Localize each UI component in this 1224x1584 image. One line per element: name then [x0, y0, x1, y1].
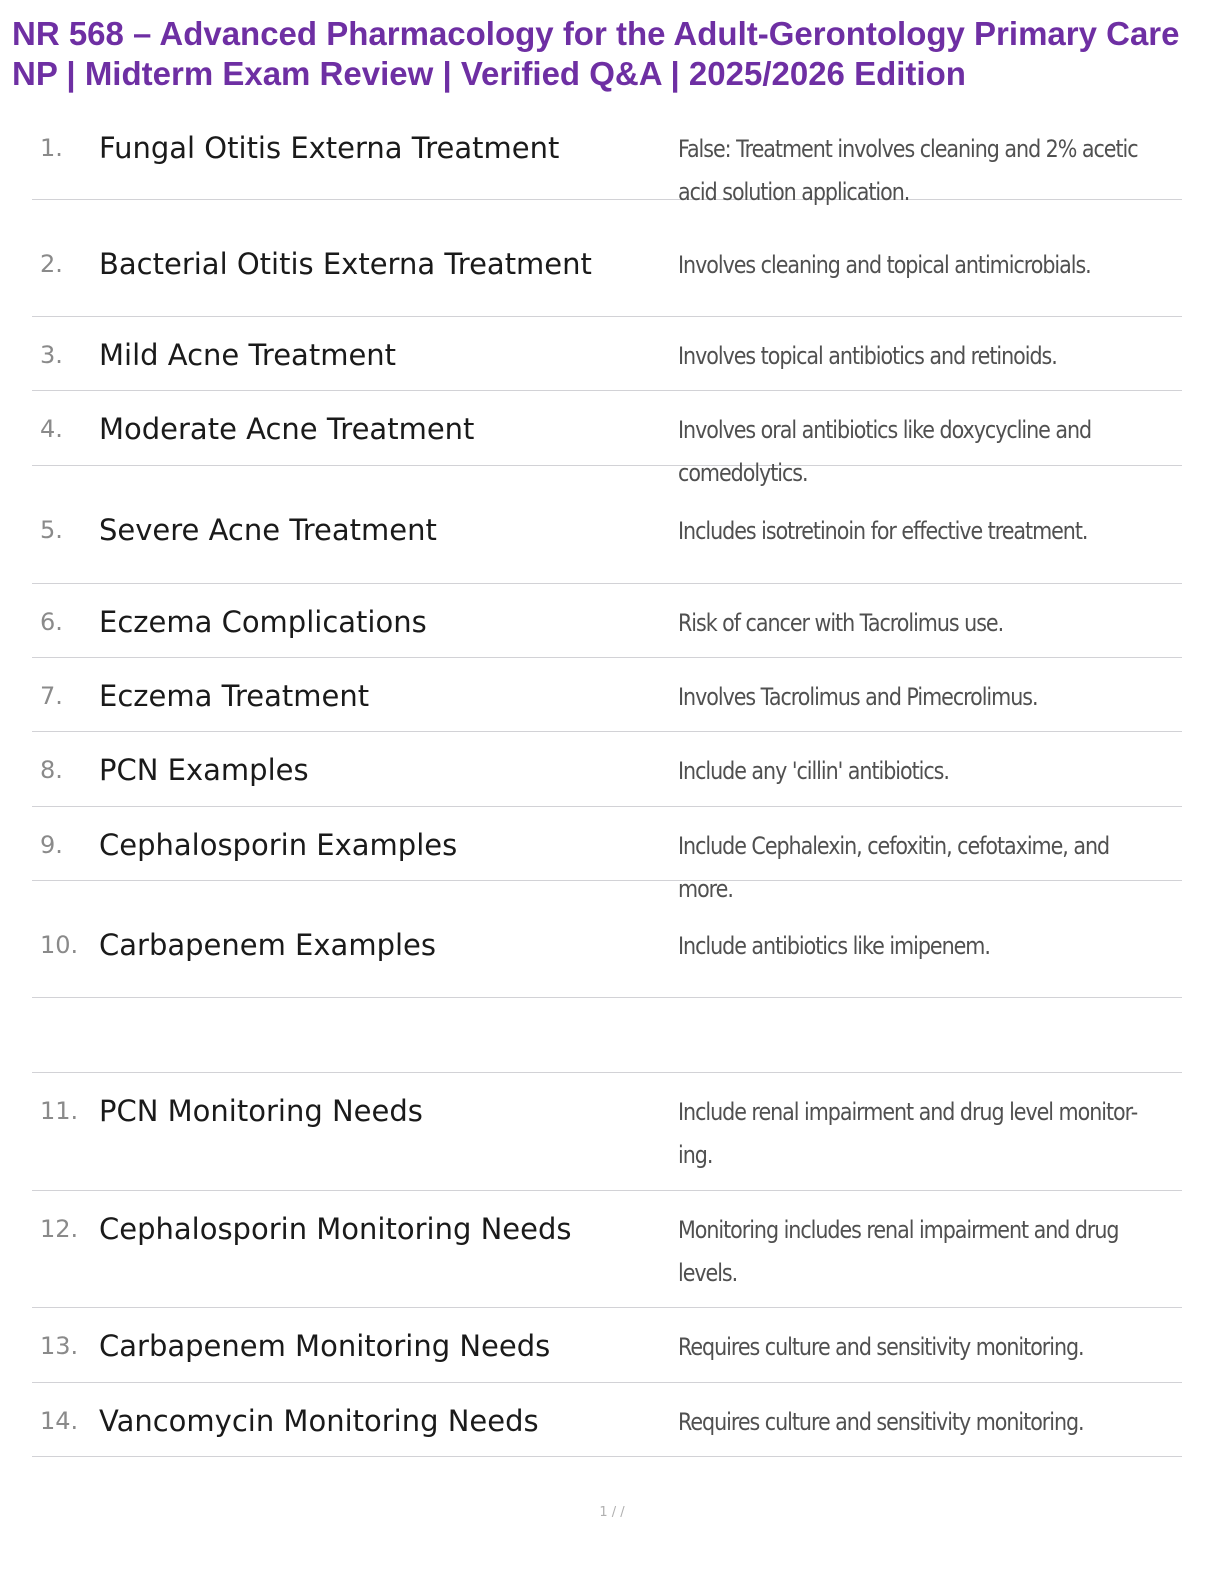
item-term: Carbapenem Examples	[99, 928, 436, 962]
item-definition: Involves oral antibiotics like doxycycline and comedolytics.	[678, 416, 1092, 487]
item-definition: Involves cleaning and topical antimicrobials.	[678, 251, 1091, 279]
item-term: Fungal Otitis Externa Treatment	[99, 131, 560, 165]
item-definition: Requires culture and sensitivity monitoring.	[678, 1333, 1084, 1361]
item-definition: Involves Tacrolimus and Pimecrolimus.	[678, 683, 1038, 711]
document-title: NR 568 – Advanced Pharmacology for the Adult-Gerontology Primary Care NP | Midterm Exam Review | Verified Q&A | 2025/2026 Edition	[12, 15, 1180, 92]
item-definition: Include Cephalexin, cefoxitin, cefotaxime, and more.	[678, 832, 1110, 903]
qa-row	[32, 1191, 1182, 1308]
item-number: 13.	[40, 1332, 79, 1360]
item-definition: Include antibiotics like imipenem.	[678, 932, 990, 960]
qa-row	[32, 391, 1182, 487]
item-number: 10.	[40, 931, 79, 959]
qa-row	[32, 1073, 1182, 1191]
item-number: 2.	[40, 250, 63, 278]
item-term: Eczema Treatment	[99, 679, 370, 713]
item-term: Moderate Acne Treatment	[99, 412, 475, 446]
qa-row	[32, 881, 1182, 998]
qa-row	[32, 317, 1182, 391]
item-number: 6.	[40, 608, 63, 636]
item-number: 5.	[40, 516, 63, 544]
item-term: Bacterial Otitis Externa Treatment	[99, 247, 592, 281]
item-term: PCN Monitoring Needs	[99, 1094, 423, 1128]
item-number: 4.	[40, 415, 63, 443]
qa-row	[32, 732, 1182, 807]
qa-row	[32, 466, 1182, 584]
item-term: Cephalosporin Examples	[99, 828, 458, 862]
item-definition: Risk of cancer with Tacrolimus use.	[678, 609, 1004, 637]
item-term: Carbapenem Monitoring Needs	[99, 1329, 551, 1363]
item-term: Vancomycin Monitoring Needs	[99, 1404, 539, 1438]
qa-list	[32, 110, 1182, 1457]
page-number: 1 / /	[599, 1505, 625, 1520]
item-number: 11.	[40, 1097, 79, 1125]
qa-row	[32, 584, 1182, 658]
item-definition: Monitoring includes renal impairment and drug levels.	[678, 1216, 1119, 1287]
item-definition: Include any 'cillin' antibiotics.	[678, 757, 949, 785]
item-term: Severe Acne Treatment	[99, 513, 437, 547]
item-number: 14.	[40, 1407, 79, 1435]
item-definition: Include renal impairment and drug level monitor-ing.	[678, 1098, 1138, 1169]
item-definition: False: Treatment involves cleaning and 2% acetic acid solution application.	[678, 135, 1138, 206]
item-number: 1.	[40, 134, 63, 162]
item-definition: Requires culture and sensitivity monitoring.	[678, 1408, 1084, 1436]
section-gap	[32, 998, 1182, 1073]
item-term: PCN Examples	[99, 753, 309, 787]
qa-row	[32, 1383, 1182, 1457]
item-number: 7.	[40, 682, 63, 710]
item-term: Cephalosporin Monitoring Needs	[99, 1212, 572, 1246]
qa-row	[32, 110, 1182, 206]
qa-row	[32, 200, 1182, 317]
item-definition: Includes isotretinoin for effective treatment.	[678, 517, 1088, 545]
item-number: 8.	[40, 756, 63, 784]
qa-row	[32, 1308, 1182, 1383]
item-definition: Involves topical antibiotics and retinoids.	[678, 342, 1057, 370]
item-term: Eczema Complications	[99, 605, 427, 639]
item-number: 12.	[40, 1215, 79, 1243]
item-term: Mild Acne Treatment	[99, 338, 397, 372]
item-number: 9.	[40, 831, 63, 859]
item-number: 3.	[40, 341, 63, 369]
qa-row	[32, 658, 1182, 732]
qa-row	[32, 807, 1182, 903]
